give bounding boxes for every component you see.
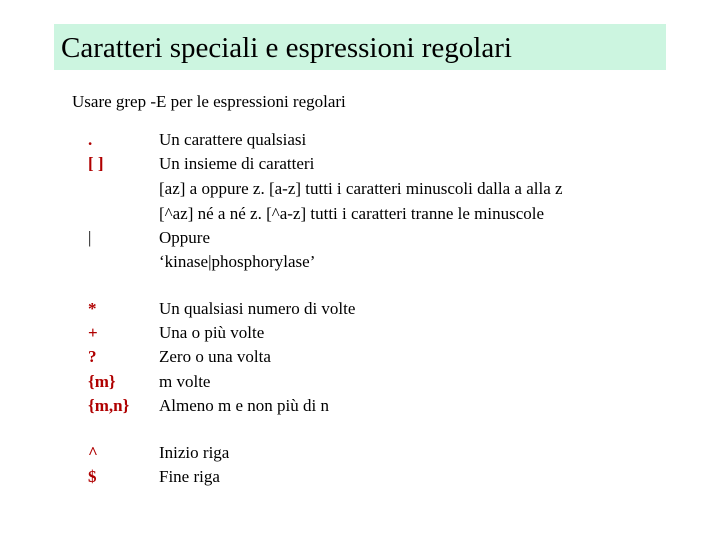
symbol-caret: ^ xyxy=(88,443,98,462)
desc-zero-or-one: Zero o una volta xyxy=(159,347,271,366)
symbol-m: {m} xyxy=(88,372,116,391)
subtitle: Usare grep -E per le espressioni regolari xyxy=(72,92,346,111)
symbol-dollar: $ xyxy=(88,467,97,486)
symbol-brackets: [ ] xyxy=(88,154,104,173)
desc-char-set: Un insieme di caratteri xyxy=(159,154,315,173)
desc-one-or-more: Una o più volte xyxy=(159,323,265,342)
symbol-m-n: {m,n} xyxy=(88,396,130,415)
symbol-star: * xyxy=(88,299,97,318)
desc-m-times: m volte xyxy=(159,372,211,391)
desc-set-example: [az] a oppure z. [a-z] tutti i caratteri minuscoli dalla a alla z xyxy=(159,179,563,198)
desc-m-to-n: Almeno m e non più di n xyxy=(159,396,329,415)
symbol-question: ? xyxy=(88,347,97,366)
desc-line-start: Inizio riga xyxy=(159,443,230,462)
desc-negated-set: [^az] né a né z. [^a-z] tutti i caratteri tranne le minuscole xyxy=(159,204,545,223)
desc-line-end: Fine riga xyxy=(159,467,220,486)
desc-or-example: ‘kinase|phosphorylase’ xyxy=(159,252,316,271)
symbol-dot: . xyxy=(88,130,93,149)
desc-any-times: Un qualsiasi numero di volte xyxy=(159,299,356,318)
slide-title: Caratteri speciali e espressioni regolari xyxy=(61,32,512,64)
desc-or: Oppure xyxy=(159,228,210,247)
desc-any-char: Un carattere qualsiasi xyxy=(159,130,307,149)
title-box xyxy=(54,24,666,70)
symbol-pipe: | xyxy=(88,228,92,247)
symbol-plus: + xyxy=(88,323,98,342)
